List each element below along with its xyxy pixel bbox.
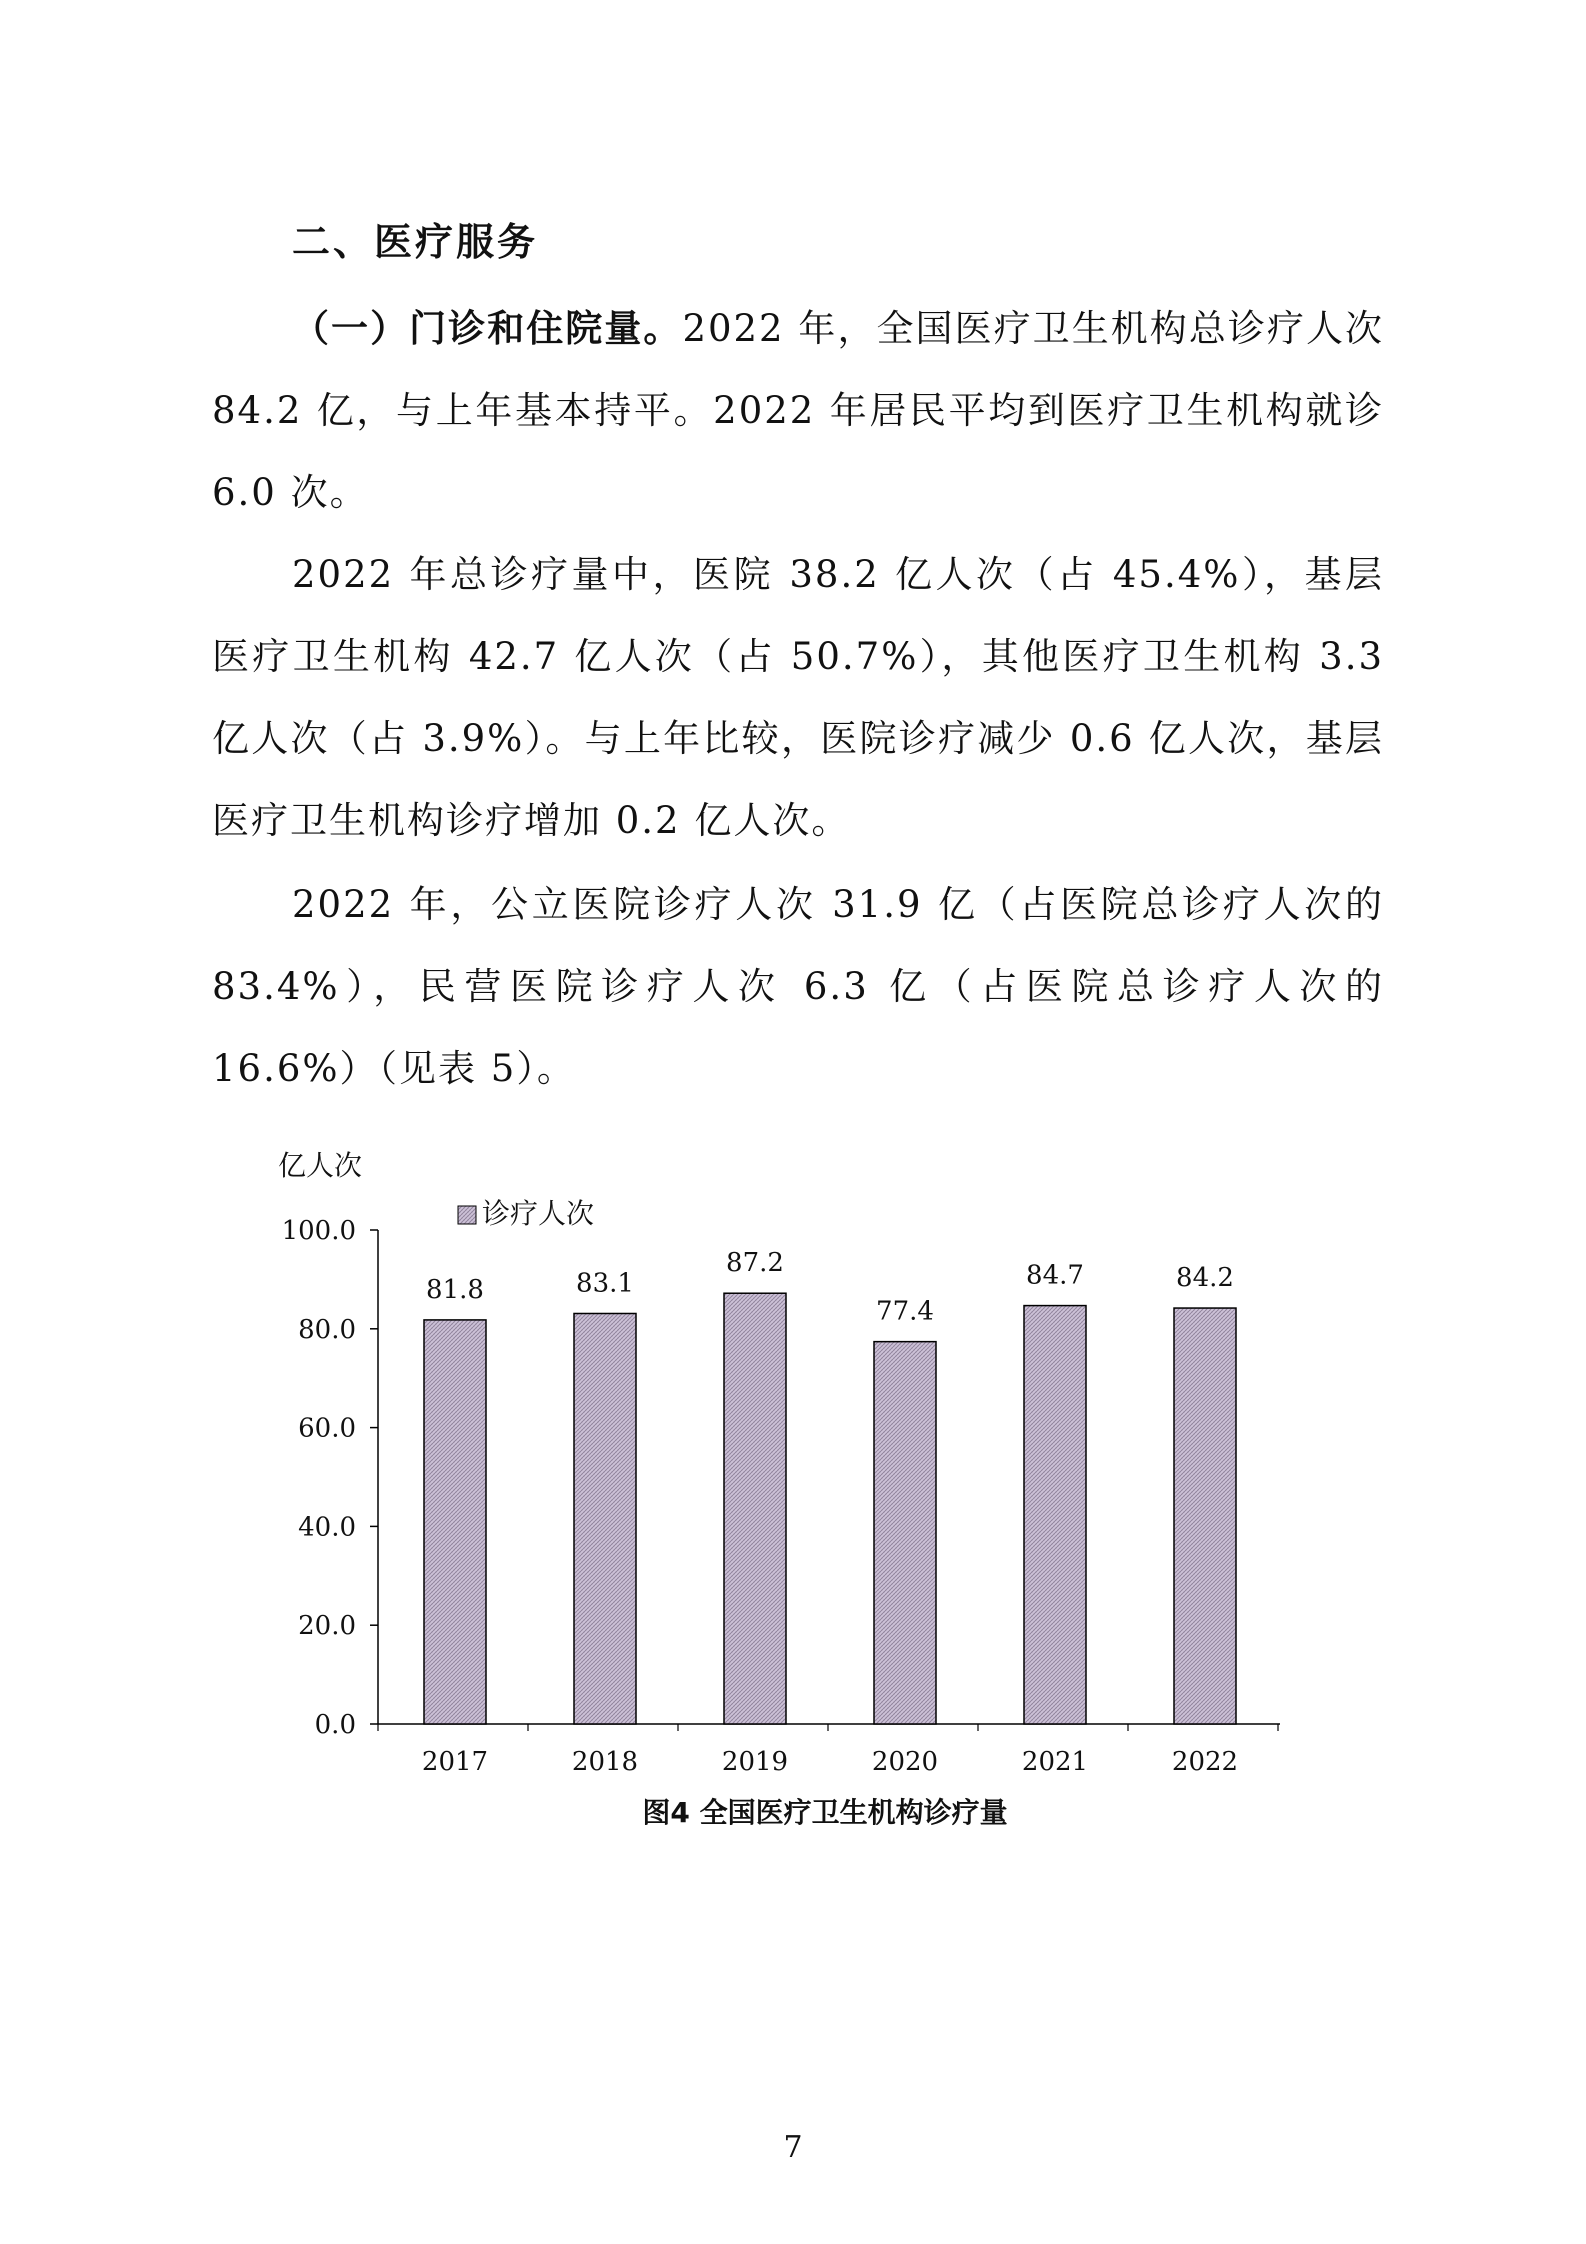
legend-swatch <box>458 1206 476 1224</box>
figure-caption: 图4 全国医疗卫生机构诊疗量 <box>642 1796 1008 1829</box>
y-tick-label: 80.0 <box>298 1314 356 1345</box>
y-tick-label: 100.0 <box>281 1216 356 1246</box>
bar-value-label: 84.2 <box>1176 1263 1234 1294</box>
x-tick-label: 2019 <box>721 1747 789 1777</box>
x-tick-label: 2022 <box>1171 1747 1239 1777</box>
y-tick-label: 0.0 <box>314 1710 356 1740</box>
y-tick-label: 20.0 <box>298 1611 356 1642</box>
paragraph-outpatient-volume <box>212 288 1384 534</box>
x-tick-label: 2021 <box>1021 1747 1089 1777</box>
legend-label: 诊疗人次 <box>482 1197 595 1230</box>
x-tick-label: 2020 <box>871 1747 939 1777</box>
bar-value-label: 83.1 <box>576 1268 634 1299</box>
bar <box>724 1293 786 1724</box>
bar-value-label: 81.8 <box>426 1274 484 1305</box>
y-tick-label: 60.0 <box>298 1413 356 1444</box>
x-tick-label: 2018 <box>571 1747 639 1777</box>
bar <box>874 1342 936 1724</box>
bar-chart <box>250 1130 1310 1850</box>
y-tick-label: 40.0 <box>298 1512 356 1543</box>
paragraph-visit-breakdown: 2022 年总诊疗量中，医院 38.2 亿人次（占 45.4%），基层医疗卫生机构 42.7 亿人次（占 50.7%），其他医疗卫生机构 3.3 亿人次（占 3.9%）。与上年比较，医院诊疗减少 0.6 亿人次，基层医疗卫生机构诊疗增加 0.2 亿人次。 <box>212 553 1384 842</box>
bar <box>574 1313 636 1724</box>
bar <box>1174 1308 1236 1724</box>
page-number: 7 <box>783 2130 803 2165</box>
bar <box>1024 1306 1086 1724</box>
bar-value-label: 77.4 <box>876 1296 934 1327</box>
y-axis-label: 亿人次 <box>278 1149 363 1182</box>
paragraph-lead-title: （一）门诊和住院量。 <box>292 307 683 350</box>
bar-value-label: 87.2 <box>726 1248 784 1279</box>
x-tick-label: 2017 <box>421 1747 489 1777</box>
section-heading: 二、医疗服务 <box>292 220 539 264</box>
bar <box>424 1320 486 1724</box>
paragraph-public-private: 2022 年，公立医院诊疗人次 31.9 亿（占医院总诊疗人次的 83.4%），民营医院诊疗人次 6.3 亿（占医院总诊疗人次的 16.6%）（见表 5）。 <box>212 883 1384 1090</box>
paragraph-body: 2022 年，全国医疗卫生机构总诊疗人次 84.2 亿，与上年基本持平。2022 年居民平均到医疗卫生机构就诊 6.0 次。 <box>212 307 1384 514</box>
bar-value-label: 84.7 <box>1026 1260 1084 1291</box>
figure-4-chart <box>250 1130 1310 1850</box>
